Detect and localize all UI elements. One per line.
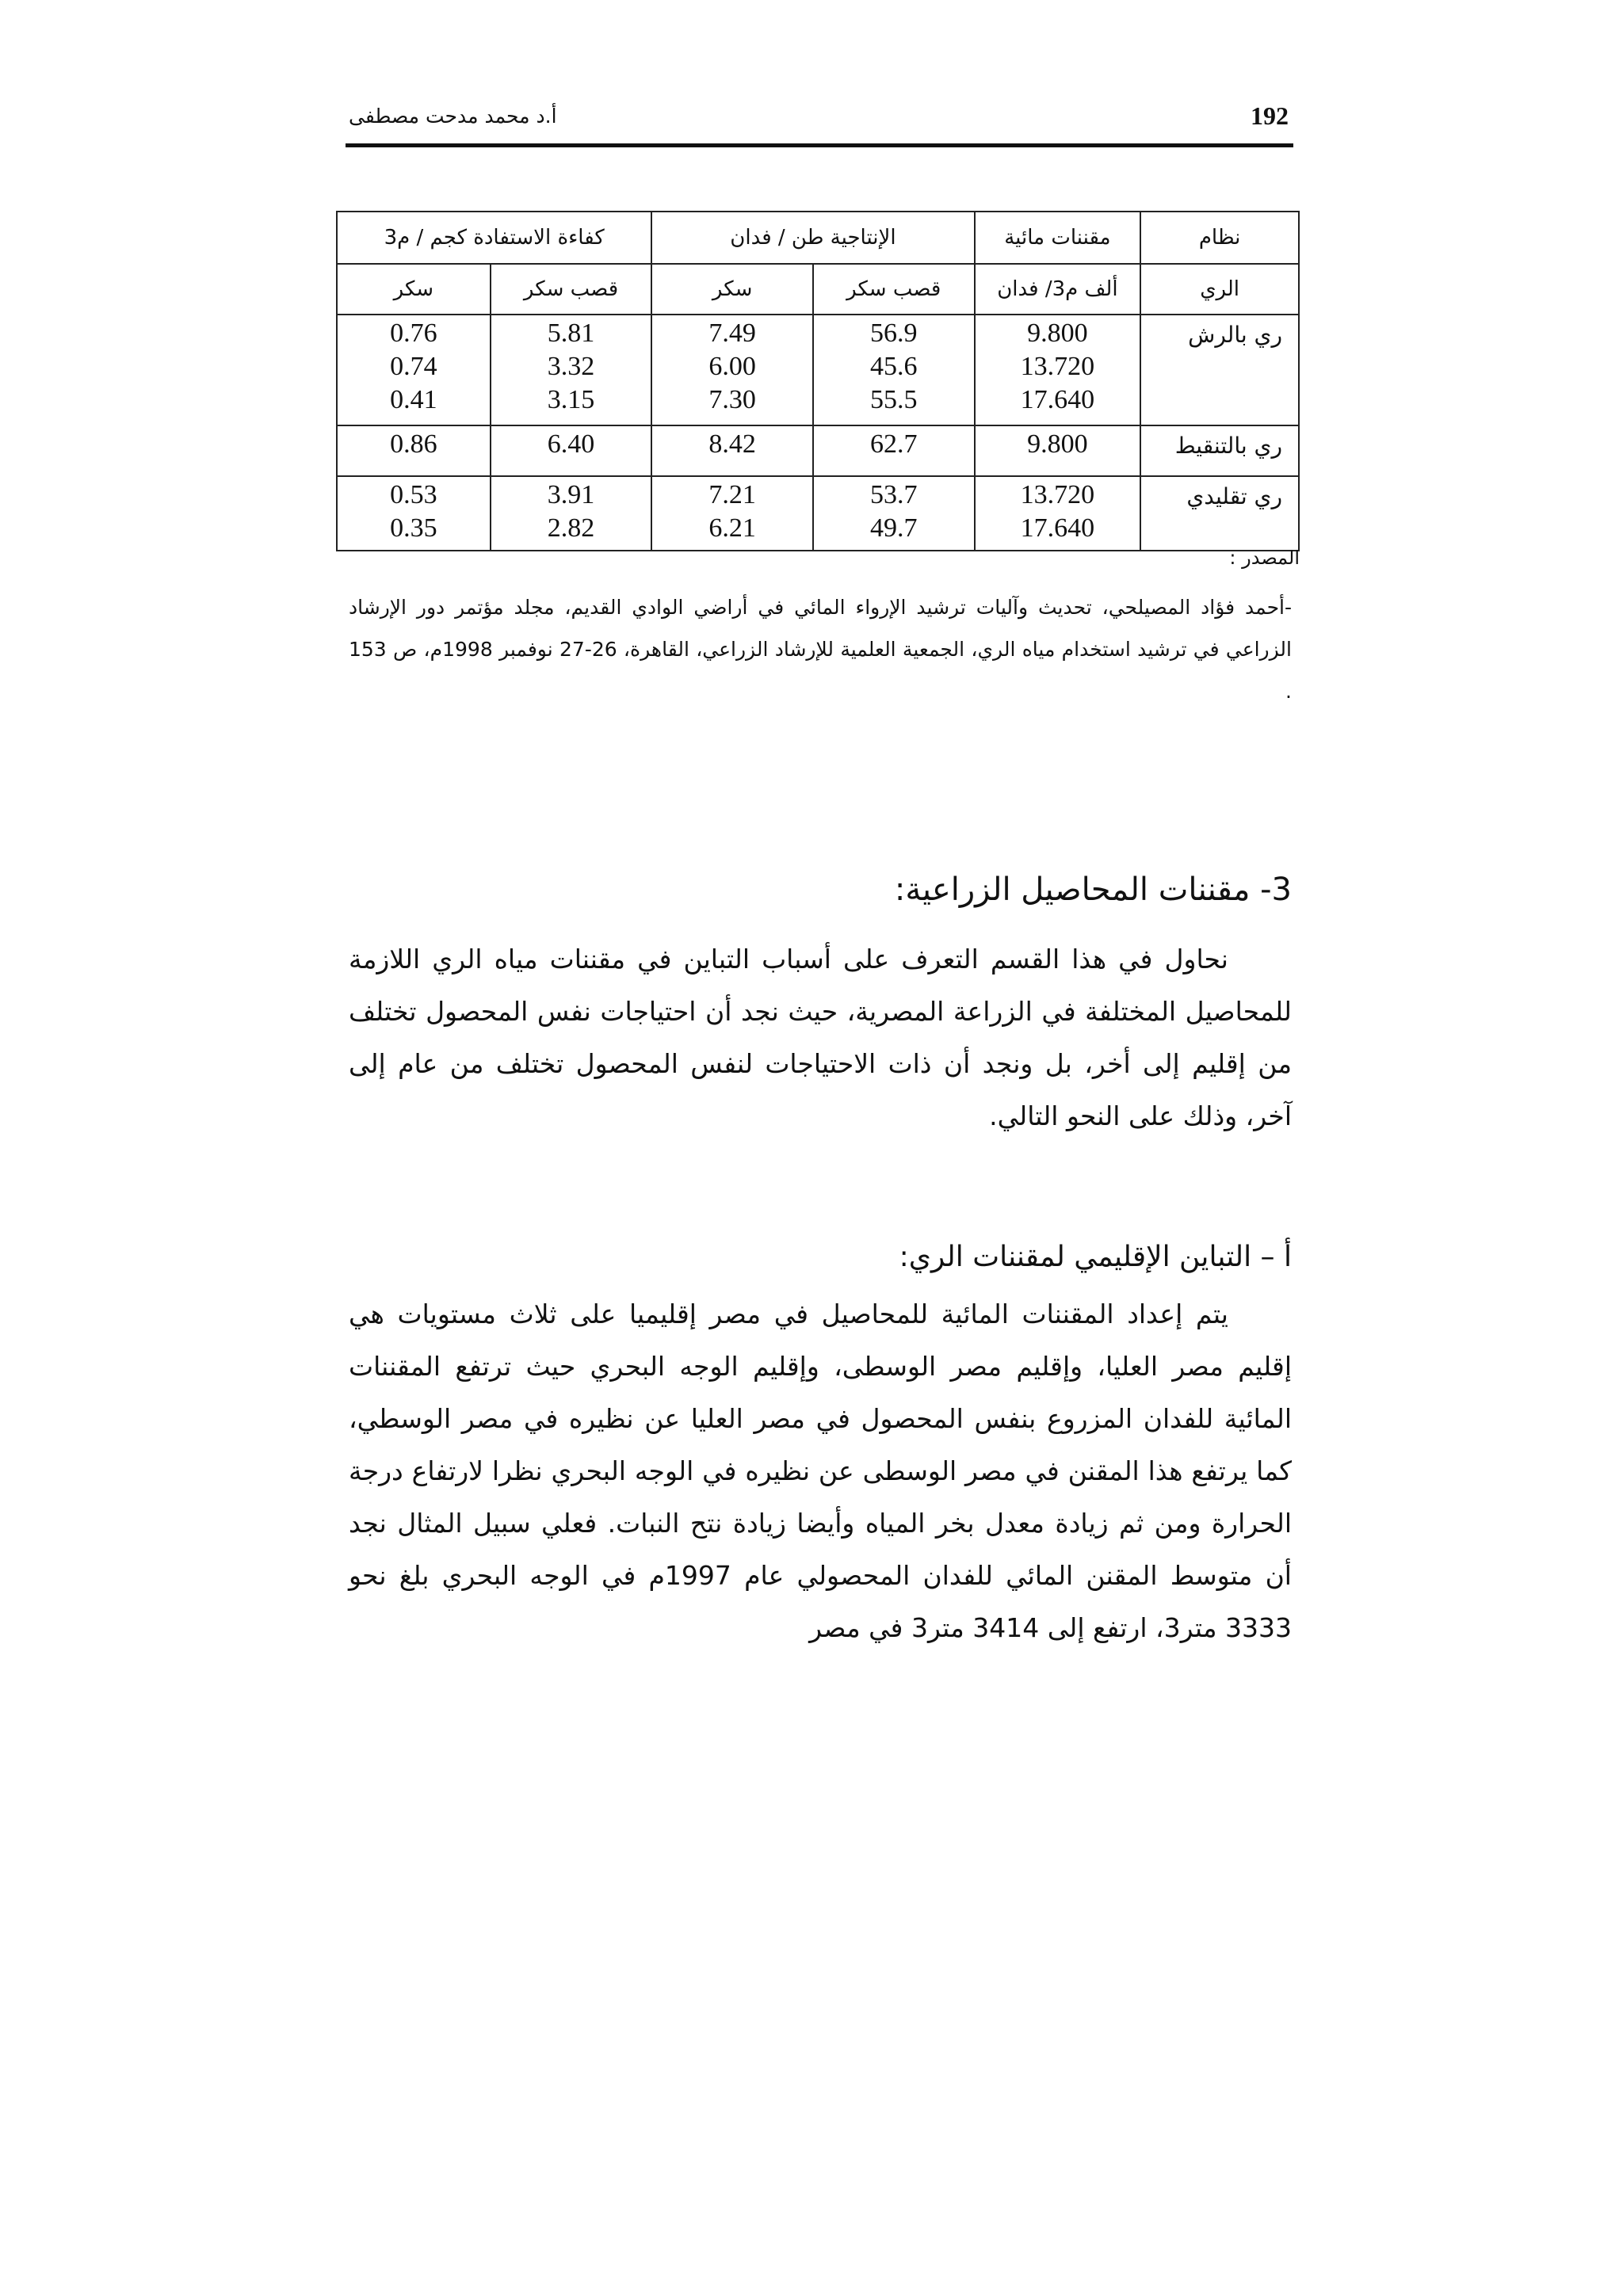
value: 6.00 [708,352,756,381]
subheader-eff-sugar: سكر [337,264,491,315]
cell-eff-cane [491,425,652,476]
header-productivity: الإنتاجية طن / فدان [651,212,974,264]
cell-prod-sugar [651,425,813,476]
cell-prod-sugar [651,315,813,425]
cell-eff-sugar [337,476,491,551]
paragraph-regional: يتم إعداد المقننات المائية للمحاصيل في مصر إقليميا على ثلاث مستويات هي إقليم مصر العليا، وإقليم مصر الوسطى، وإقليم الوجه البحري حيث ترتفع المقننات المائية للفدان المزروع بنفس المحصول في مصر العليا عن نظيره في مصر الوسطي، كما يرتفع هذا المقنن في مصر الوسطى عن نظيره في الوجه البحري نظرا لارتفاع درجة الحرارة ومن ثم زيادة معدل بخر المياه وأيضا زيادة نتح النبات. فعلي سبيل المثال نجد أن متوسط المقنن المائي للفدان المحصولي عام 1997م في الوجه البحري بلغ نحو 3333 متر3، ارتفع إلى 3414 متر3 في مصر [349,1299,1292,1643]
subheader-prod-cane: قصب سكر [813,264,975,315]
value: 3.15 [547,385,595,414]
cell-prod-cane [813,315,975,425]
value: 0.76 [390,318,437,348]
irrigation-data-table [336,211,1300,551]
value: 2.82 [547,513,595,543]
value: 17.640 [1020,385,1095,414]
paragraph-intro: نحاول في هذا القسم التعرف على أسباب التباين في مقننات مياه الري اللازمة للمحاصيل المختلفة في الزراعة المصرية، حيث نجد أن احتياجات نفس المحصول تختلف من إقليم إلى أخر، بل ونجد أن ذات الاحتياجات لنفس المحصول تختلف من عام إلى آخر، وذلك على النحو التالي. [349,944,1292,1131]
value: 6.40 [547,429,595,459]
system-sprinkler: ري بالرش [1140,315,1299,425]
value: 9.800 [1027,318,1088,348]
value: 0.86 [390,429,437,459]
value: 9.800 [1027,429,1088,459]
header-water-unit: ألف م3/ فدان [975,264,1141,315]
section-heading: 3- مقننات المحاصيل الزراعية: [894,871,1292,908]
header-efficiency: كفاءة الاستفادة كجم / م3 [337,212,651,264]
cell-prod-sugar [651,476,813,551]
table-row-traditional [337,476,1299,551]
value: 53.7 [869,480,918,509]
page-number: 192 [1251,101,1289,130]
value: 6.21 [708,513,756,543]
table-row-drip [337,425,1299,476]
source-label: المصدر : [1229,547,1300,569]
subsection-heading: أ – التباين الإقليمي لمقننات الري: [899,1241,1292,1273]
header-rule [346,143,1293,147]
value: 55.5 [869,385,918,414]
value: 13.720 [1020,352,1095,381]
value: 62.7 [869,429,918,459]
header-system: نظام [1140,212,1299,264]
cell-eff-cane [491,315,652,425]
system-drip: ري بالتنقيط [1140,425,1299,476]
value: 7.49 [708,318,756,348]
cell-water [975,315,1141,425]
source-citation: -أحمد فؤاد المصيلحي، تحديث وآليات ترشيد الإرواء المائي في أراضي الوادي القديم، مجلد مؤتمر دور الإرشاد الزراعي في ترشيد استخدام مياه الري، الجمعية العلمية للإرشاد الزراعي، القاهرة، 26-27 نوفمبر 1998م، ص 153 . [349,596,1292,703]
cell-prod-cane [813,476,975,551]
value: 7.21 [708,480,756,509]
value: 3.32 [547,352,595,381]
value: 3.91 [547,480,595,509]
value: 0.41 [390,385,437,414]
value: 45.6 [869,352,918,381]
subheader-prod-sugar: سكر [651,264,813,315]
header-system-sub: الري [1140,264,1299,315]
value: 49.7 [869,513,918,543]
running-head-author: أ.د محمد مدحت مصطفى [349,105,557,128]
table-row-sprinkler [337,315,1299,425]
cell-prod-cane [813,425,975,476]
cell-water [975,476,1141,551]
value: 0.35 [390,513,437,543]
value: 17.640 [1020,513,1095,543]
system-traditional: ري تقليدي [1140,476,1299,551]
value: 0.74 [390,352,437,381]
subheader-eff-cane: قصب سكر [491,264,652,315]
cell-eff-sugar [337,315,491,425]
value: 56.9 [869,318,918,348]
value: 0.53 [390,480,437,509]
cell-water [975,425,1141,476]
value: 8.42 [708,429,756,459]
header-water-duty: مقننات مائية [975,212,1141,264]
value: 13.720 [1020,480,1095,509]
value: 7.30 [708,385,756,414]
cell-eff-sugar [337,425,491,476]
cell-eff-cane [491,476,652,551]
value: 5.81 [547,318,595,348]
